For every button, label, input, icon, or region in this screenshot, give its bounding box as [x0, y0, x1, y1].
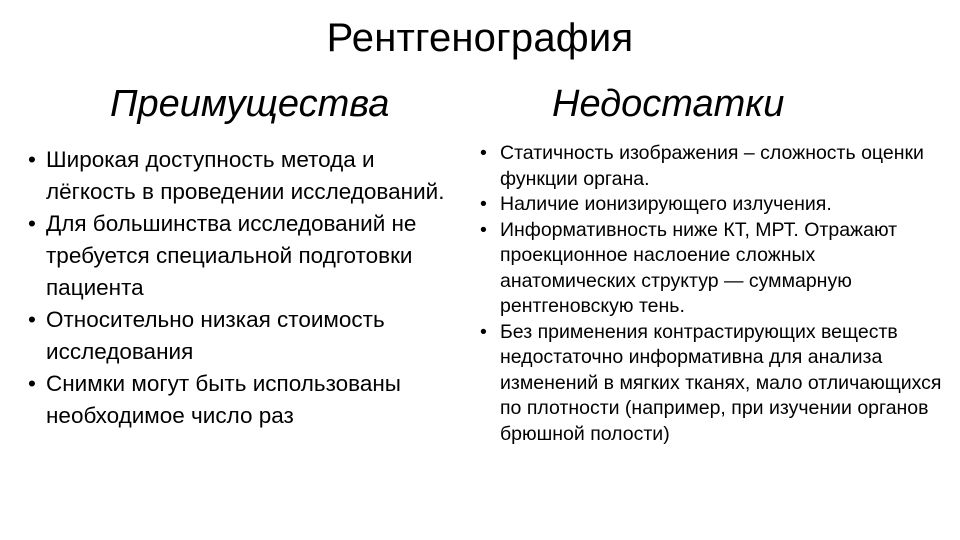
- advantages-heading: Преимущества: [110, 83, 390, 125]
- disadvantage-item: [478, 218, 948, 320]
- advantage-text: Для большинства исследований не требуется специальной подготовки пациента: [46, 211, 417, 300]
- disadvantage-text: Информативность ниже КТ, МРТ. Отражают проекционное наслоение сложных анатомических структур — суммарную рентгеновскую тень.: [500, 218, 898, 317]
- slide-title: Рентгенография: [326, 16, 634, 60]
- advantage-text: Относительно низкая стоимость исследования: [46, 307, 385, 364]
- bullet-icon: •: [28, 211, 36, 236]
- advantage-text: Широкая доступность метода и лёгкость в проведении исследований.: [46, 147, 445, 204]
- disadvantage-item: [478, 141, 948, 192]
- advantages-list: [28, 144, 458, 432]
- advantage-item: [28, 368, 458, 432]
- bullet-icon: •: [28, 147, 36, 172]
- disadvantage-text: Статичность изображения – сложность оценки функции органа.: [500, 142, 924, 190]
- disadvantage-text: Наличие ионизирующего излучения.: [500, 193, 832, 215]
- disadvantage-item: [478, 192, 948, 218]
- disadvantages-heading: Недостатки: [552, 83, 785, 125]
- bullet-icon: •: [28, 307, 36, 332]
- disadvantage-item: [478, 320, 948, 448]
- advantage-item: [28, 304, 458, 368]
- advantage-item: [28, 208, 458, 304]
- bullet-icon: •: [480, 218, 487, 241]
- bullet-icon: •: [480, 320, 487, 343]
- advantage-item: [28, 144, 458, 208]
- bullet-icon: •: [480, 142, 487, 164]
- advantage-text: Снимки могут быть использованы необходимое число раз: [46, 371, 401, 428]
- bullet-icon: •: [28, 371, 36, 396]
- disadvantage-text: Без применения контрастирующих веществ недостаточно информативна для анализа изменений в мягких тканях, мало отличающихся по плотности (например, при изучении органов брюшной полости): [500, 320, 942, 445]
- disadvantages-list: [478, 141, 948, 447]
- bullet-icon: •: [480, 193, 487, 215]
